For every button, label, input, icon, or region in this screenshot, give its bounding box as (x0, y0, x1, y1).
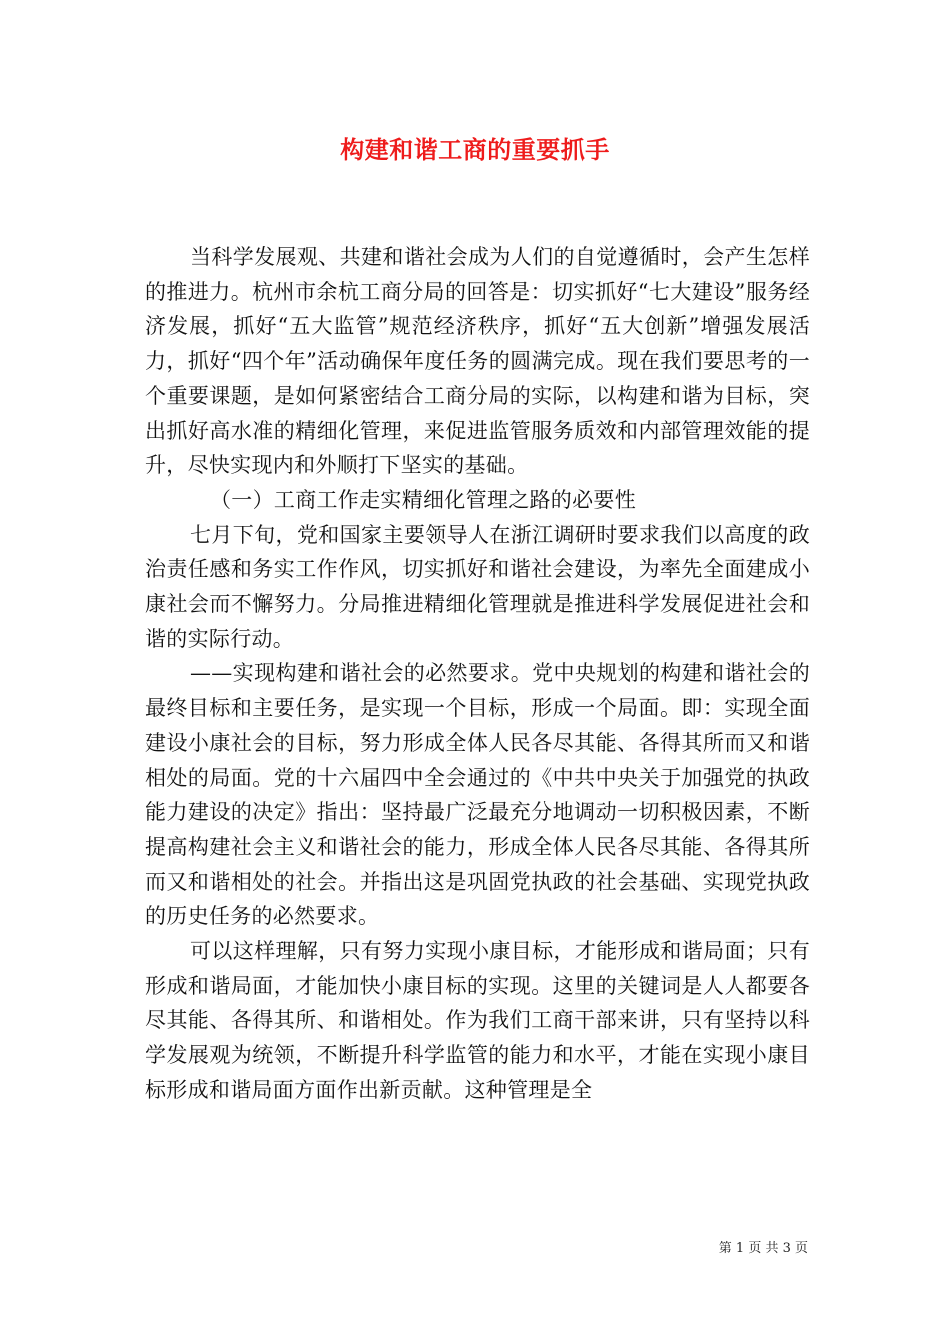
section-heading: （一）工商工作走实精细化管理之路的必要性 (210, 487, 636, 512)
paragraph-july: 七月下旬，党和国家主要领导人在浙江调研时要求我们以高度的政治责任感和务实工作作风，切实抓好和谐社会建设，为率先全面建成小康社会而不懈努力。分局推进精细化管理就是推进科学发展促进社会和谐的实际行动。 (145, 522, 810, 651)
page-number-label: 第 1 页 共 3 页 (718, 1241, 808, 1256)
paragraph-requirement: ——实现构建和谐社会的必然要求。党中央规划的构建和谐社会的最终目标和主要任务，是实现一个目标，形成一个局面。即：实现全面建设小康社会的目标，努力形成全体人民各尽其能、各得其所而又和谐相处的局面。党的十六届四中全会通过的《中共中央关于加强党的执政能力建设的决定》指出：坚持最广泛最充分地调动一切积极因素，不断提高构建社会主义和谐社会的能力，形成全体人民各尽其能、各得其所而又和谐相处的社会。并指出这是巩固党执政的社会基础、实现党执政的历史任务的必然要求。 (145, 661, 810, 929)
page-number (0, 1240, 808, 1258)
paragraph-understanding: 可以这样理解，只有努力实现小康目标，才能形成和谐局面；只有形成和谐局面，才能加快小康目标的实现。这里的关键词是人人都要各尽其能、各得其所、和谐相处。作为我们工商干部来讲，只有坚持以科学发展观为统领，不断提升科学监管的能力和水平，才能在实现小康目标形成和谐局面方面作出新贡献。这种管理是全 (145, 939, 810, 1102)
document-title: 构建和谐工商的重要抓手 (340, 135, 610, 164)
document-body (145, 240, 810, 1108)
paragraph-intro: 当科学发展观、共建和谐社会成为人们的自觉遵循时，会产生怎样的推进力。杭州市余杭工商分局的回答是：切实抓好“七大建设”服务经济发展，抓好“五大监管”规范经济秩序，抓好“五大创新”增强发展活力，抓好“四个年”活动确保年度任务的圆满完成。现在我们要思考的一个重要课题，是如何紧密结合工商分局的实际，以构建和谐为目标，突出抓好高水准的精细化管理，来促进监管服务质效和内部管理效能的提升，尽快实现内和外顺打下坚实的基础。 (145, 245, 810, 478)
